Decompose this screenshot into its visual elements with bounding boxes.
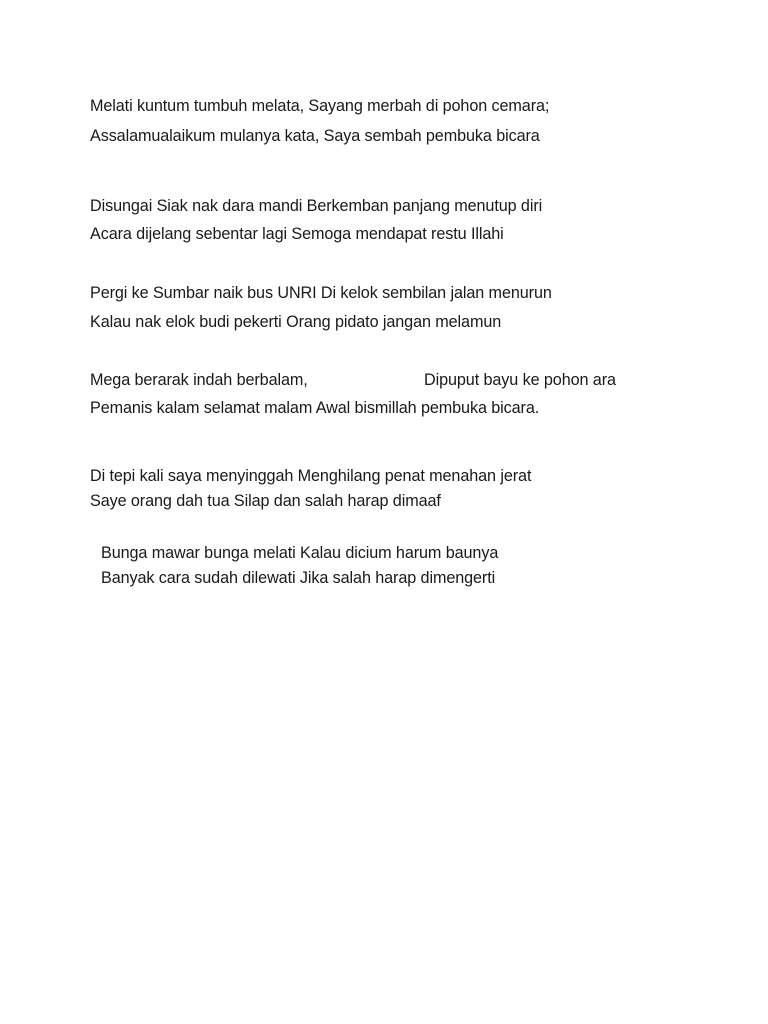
pantun-line: Disungai Siak nak dara mandi Berkemban panjang menutup diri: [90, 197, 543, 215]
pantun-line: Assalamualaikum mulanya kata, Saya sembah pembuka bicara: [90, 127, 540, 145]
pantun-line: Banyak cara sudah dilewati Jika salah harap dimengerti: [101, 569, 496, 587]
pantun-line: Acara dijelang sebentar lagi Semoga mendapat restu Illahi: [90, 225, 504, 243]
pantun-line-right: Dipuput bayu ke pohon ara: [424, 371, 616, 389]
pantun-line: Bunga mawar bunga melati Kalau dicium harum baunya: [101, 544, 499, 562]
pantun-line: Kalau nak elok budi pekerti Orang pidato jangan melamun: [90, 313, 502, 331]
pantun-line: Pemanis kalam selamat malam Awal bismillah pembuka bicara.: [90, 399, 540, 417]
pantun-line: Melati kuntum tumbuh melata, Sayang merbah di pohon cemara;: [90, 97, 550, 115]
pantun-line: Di tepi kali saya menyinggah Menghilang penat menahan jerat: [90, 467, 532, 485]
pantun-line: Pergi ke Sumbar naik bus UNRI Di kelok sembilan jalan menurun: [90, 284, 552, 302]
pantun-line: Saye orang dah tua Silap dan salah harap dimaaf: [90, 492, 441, 510]
pantun-line: Mega berarak indah berbalam,: [90, 371, 308, 389]
